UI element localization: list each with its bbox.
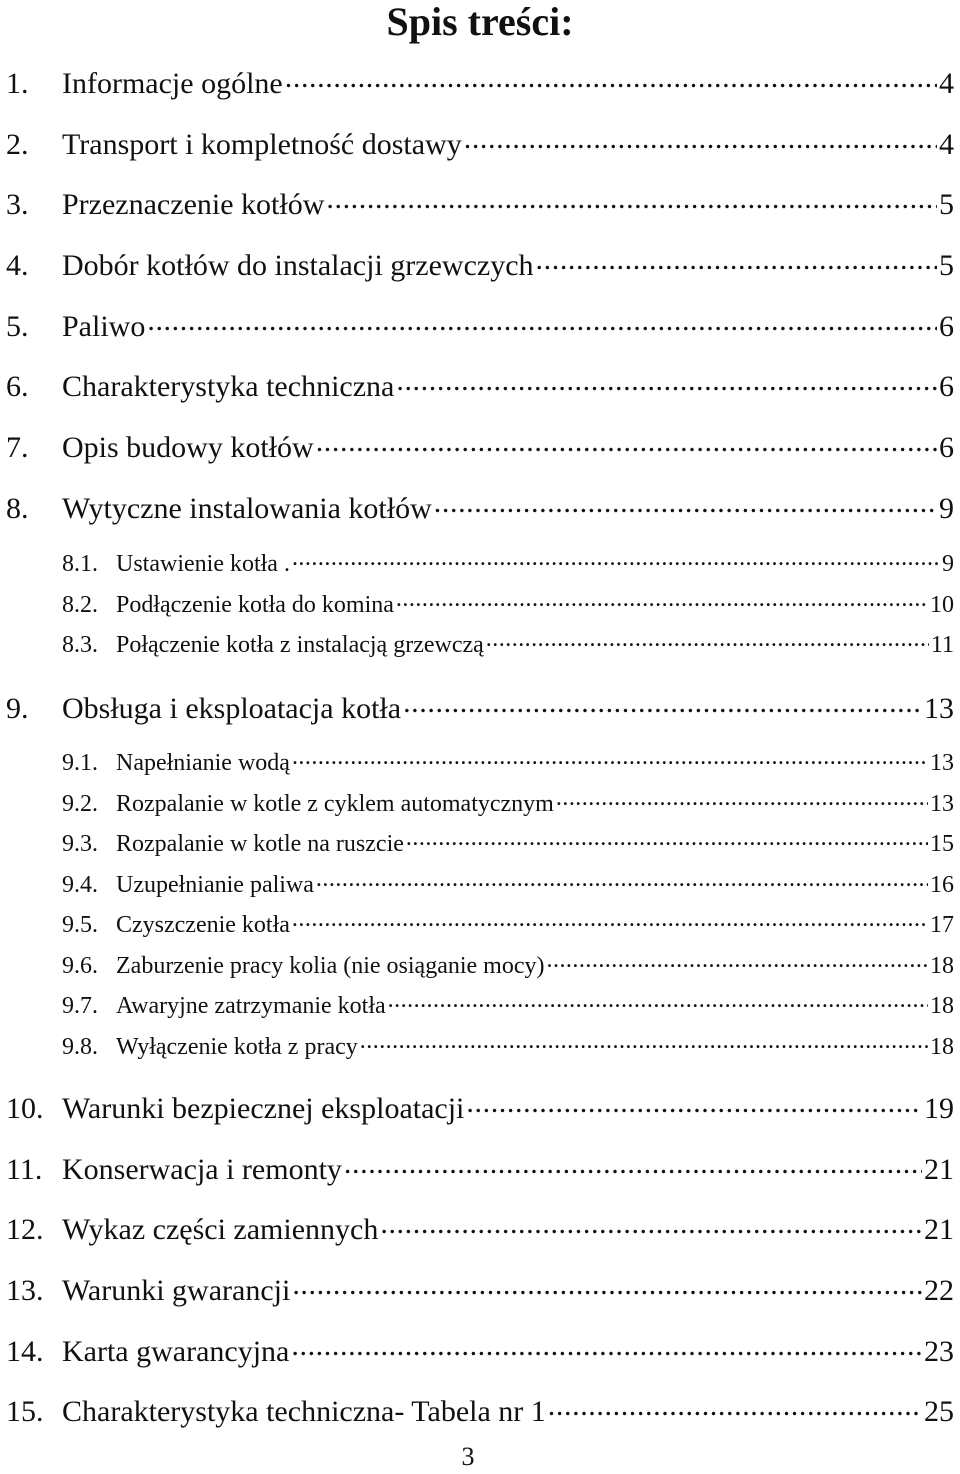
toc-dot-leader	[292, 746, 928, 770]
toc-dot-leader	[326, 184, 937, 214]
toc-entry-8-1[interactable]	[62, 547, 954, 581]
toc-entry-page: 21	[924, 1153, 954, 1186]
toc-dot-leader	[396, 366, 937, 396]
toc-entry-4[interactable]	[6, 245, 954, 285]
toc-entry-title: Karta gwarancyjna	[62, 1335, 290, 1368]
toc-entry-9-5[interactable]	[62, 908, 954, 942]
toc-entry-page: 6	[939, 370, 954, 403]
toc-entry-9-2[interactable]	[62, 787, 954, 821]
toc-entry-number: 8.	[6, 492, 29, 525]
toc-dot-leader	[292, 1270, 922, 1300]
toc-entry-page: 18	[930, 1034, 954, 1060]
toc-entry-number: 9.6.	[62, 953, 98, 979]
toc-entry-page: 9	[942, 551, 954, 577]
toc-entry-title: Transport i kompletność dostawy	[62, 128, 462, 161]
toc-dot-leader	[147, 306, 937, 336]
toc-entry-page: 19	[924, 1092, 954, 1125]
toc-entry-3[interactable]	[6, 184, 954, 224]
toc-entry-12[interactable]	[6, 1209, 954, 1249]
toc-entry-9-1[interactable]	[62, 746, 954, 780]
toc-entry-page: 5	[939, 249, 954, 282]
toc-entry-1[interactable]	[6, 63, 954, 103]
toc-entry-number: 9.	[6, 692, 29, 725]
toc-entry-title: Ustawienie kotła .	[116, 551, 290, 577]
toc-entry-title: Uzupełnianie paliwa	[116, 872, 314, 898]
toc-entry-14[interactable]	[6, 1331, 954, 1371]
toc-entry-title: Połączenie kotła z instalacją grzewczą	[116, 632, 484, 658]
toc-dot-leader	[344, 1149, 922, 1179]
toc-entry-page: 10	[930, 592, 954, 618]
toc-dot-leader	[546, 949, 928, 973]
toc-entry-page: 11	[930, 632, 954, 658]
toc-entry-title: Wyłączenie kotła z pracy	[116, 1034, 358, 1060]
toc-entry-8[interactable]	[6, 488, 954, 528]
toc-dot-leader	[285, 63, 937, 93]
page-number: 3	[461, 1442, 475, 1471]
toc-entry-page: 18	[930, 993, 954, 1019]
toc-entry-number: 4.	[6, 249, 29, 282]
toc-entry-title: Awaryjne zatrzymanie kotła	[116, 993, 386, 1019]
toc-entry-5[interactable]	[6, 306, 954, 346]
toc-entry-title: Rozpalanie w kotle na ruszcie	[116, 831, 404, 857]
toc-entry-number: 9.8.	[62, 1034, 98, 1060]
toc-entry-title: Wytyczne instalowania kotłów	[62, 492, 432, 525]
toc-dot-leader	[406, 827, 928, 851]
toc-entry-title: Przeznaczenie kotłów	[62, 188, 325, 221]
toc-dot-leader	[388, 989, 928, 1013]
toc-entry-number: 11.	[6, 1153, 43, 1186]
toc-entry-number: 8.2.	[62, 592, 98, 618]
toc-entry-number: 9.2.	[62, 791, 98, 817]
toc-dot-leader	[360, 1030, 928, 1054]
toc-entry-number: 6.	[6, 370, 29, 403]
toc-entry-page: 5	[939, 188, 954, 221]
toc-entry-page: 22	[924, 1274, 954, 1307]
toc-entry-title: Dobór kotłów do instalacji grzewczych	[62, 249, 534, 282]
toc-entry-page: 4	[939, 128, 954, 161]
toc-entry-title: Konserwacja i remonty	[62, 1153, 342, 1186]
toc-dot-leader	[403, 688, 922, 718]
toc-entry-title: Charakterystyka techniczna	[62, 370, 395, 403]
toc-entry-number: 1.	[6, 67, 29, 100]
toc-entry-15[interactable]	[6, 1391, 954, 1431]
toc-dot-leader	[464, 124, 937, 154]
toc-entry-page: 18	[930, 953, 954, 979]
toc-entry-number: 9.1.	[62, 750, 98, 776]
toc-dot-leader	[548, 1391, 922, 1421]
page-title: Spis treści:	[386, 0, 574, 44]
toc-entry-number: 2.	[6, 128, 29, 161]
toc-entry-11[interactable]	[6, 1149, 954, 1189]
toc-entry-9-6[interactable]	[62, 949, 954, 983]
toc-entry-title: Obsługa i eksploatacja kotła	[62, 692, 402, 725]
toc-dot-leader	[316, 868, 928, 892]
toc-entry-title: Wykaz części zamiennych	[62, 1213, 379, 1246]
toc-entry-page: 6	[939, 310, 954, 343]
toc-dot-leader	[556, 787, 928, 811]
toc-entry-9-8[interactable]	[62, 1030, 954, 1064]
toc-entry-number: 8.3.	[62, 632, 98, 658]
toc-entry-number: 5.	[6, 310, 29, 343]
toc-entry-number: 8.1.	[62, 551, 98, 577]
toc-entry-9[interactable]	[6, 688, 954, 728]
toc-entry-number: 9.7.	[62, 993, 98, 1019]
toc-entry-number: 3.	[6, 188, 29, 221]
toc-entry-number: 9.5.	[62, 912, 98, 938]
toc-dot-leader	[536, 245, 937, 275]
toc-entry-8-2[interactable]	[62, 588, 954, 622]
toc-entry-title: Warunki gwarancji	[62, 1274, 291, 1307]
toc-entry-page: 13	[930, 791, 954, 817]
toc-entry-9-3[interactable]	[62, 827, 954, 861]
toc-entry-page: 23	[924, 1335, 954, 1368]
toc-entry-title: Napełnianie wodą	[116, 750, 290, 776]
toc-entry-number: 13.	[6, 1274, 44, 1307]
toc-entry-page: 15	[930, 831, 954, 857]
toc-entry-page: 13	[930, 750, 954, 776]
toc-entry-10[interactable]	[6, 1088, 954, 1128]
toc-entry-page: 6	[939, 431, 954, 464]
toc-entry-title: Paliwo	[62, 310, 146, 343]
toc-entry-title: Zaburzenie pracy kolia (nie osiąganie mocy)	[116, 953, 545, 979]
toc-entry-page: 4	[939, 67, 954, 100]
toc-dot-leader	[291, 1331, 922, 1361]
toc-entry-number: 7.	[6, 431, 29, 464]
toc-entry-title: Rozpalanie w kotle z cyklem automatycznym	[116, 791, 554, 817]
toc-entry-8-3[interactable]	[62, 628, 954, 662]
toc-dot-leader	[466, 1088, 922, 1118]
toc-entry-number: 14.	[6, 1335, 44, 1368]
toc-entry-title: Opis budowy kotłów	[62, 431, 314, 464]
toc-entry-page: 9	[939, 492, 954, 525]
toc-entry-title: Informacje ogólne	[62, 67, 283, 100]
toc-entry-number: 15.	[6, 1395, 44, 1428]
toc-entry-page: 21	[924, 1213, 954, 1246]
toc-entry-number: 9.4.	[62, 872, 98, 898]
toc-entry-title: Podłączenie kotła do komina	[116, 592, 394, 618]
toc-dot-leader	[316, 427, 937, 457]
toc-entry-number: 10.	[6, 1092, 44, 1125]
toc-dot-leader	[396, 588, 928, 612]
toc-entry-page: 13	[924, 692, 954, 725]
toc-entry-page: 17	[930, 912, 954, 938]
toc-entry-title: Warunki bezpiecznej eksploatacji	[62, 1092, 465, 1125]
toc-entry-title: Charakterystyka techniczna- Tabela nr 1	[62, 1395, 546, 1428]
toc-entry-page: 16	[930, 872, 954, 898]
toc-entry-title: Czyszczenie kotła	[116, 912, 290, 938]
toc-dot-leader	[292, 547, 940, 571]
toc-dot-leader	[292, 908, 928, 932]
toc-dot-leader	[486, 628, 929, 652]
toc-entry-number: 9.3.	[62, 831, 98, 857]
toc-entry-6[interactable]	[6, 366, 954, 406]
toc-entry-7[interactable]	[6, 427, 954, 467]
toc-dot-leader	[434, 488, 937, 518]
toc-entry-9-7[interactable]	[62, 989, 954, 1023]
toc-dot-leader	[380, 1209, 922, 1239]
toc-entry-13[interactable]	[6, 1270, 954, 1310]
toc-entry-page: 25	[924, 1395, 954, 1428]
toc-entry-number: 12.	[6, 1213, 44, 1246]
toc-entry-2[interactable]	[6, 124, 954, 164]
toc-entry-9-4[interactable]	[62, 868, 954, 902]
